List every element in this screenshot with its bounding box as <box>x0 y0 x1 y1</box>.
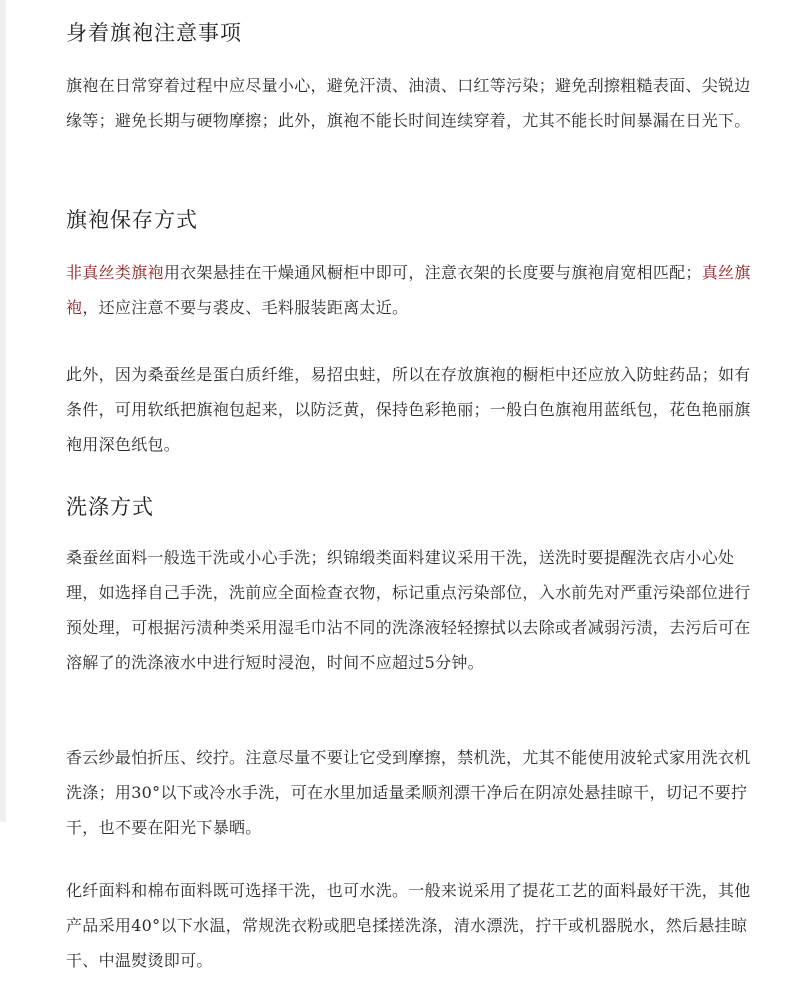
wearing-notes-paragraph: 旗袍在日常穿着过程中应尽量小心，避免汗渍、油渍、口红等污染；避免刮擦粗糙表面、尖锐边缘等；避免长期与硬物摩擦；此外，旗袍不能长时间连续穿着，尤其不能长时间暴漏在日光下。 <box>66 76 751 130</box>
section-title-storage: 旗袍保存方式 <box>66 208 198 232</box>
storage-paragraph-1 <box>66 255 756 325</box>
left-edge-divider <box>0 0 6 822</box>
washing-paragraph-1: 桑蚕丝面料一般选干洗或小心手洗；织锦缎类面料建议采用干洗，送洗时要提醒洗衣店小心处理，如选择自己手洗，洗前应全面检查衣物，标记重点污染部位，入水前先对严重污染部位进行预处理，可根据污渍种类采用湿毛巾沾不同的洗涤液轻轻擦拭以去除或者减弱污渍，去污后可在溶解了的洗涤液水中进行短时浸泡，时间不应超过5分钟。 <box>66 548 751 672</box>
silk-qipao-highlight: 真丝旗袍 <box>66 263 751 317</box>
washing-paragraph-3: 化纤面料和棉布面料既可选择干洗，也可水洗。一般来说采用了提花工艺的面料最好干洗，其他产品采用40°以下水温，常规洗衣粉或肥皂揉搓洗涤，清水漂洗，拧干或机器脱水，然后悬挂晾干、中温熨烫即可。 <box>66 881 751 970</box>
section-title-washing: 洗涤方式 <box>66 495 154 519</box>
section-title-wearing-notes: 身着旗袍注意事项 <box>66 21 242 45</box>
storage-text-1: 用衣架悬挂在干燥通风橱柜中即可，注意衣架的长度要与旗袍肩宽相匹配； <box>163 263 702 282</box>
non-silk-qipao-highlight: 非真丝类旗袍 <box>66 263 164 282</box>
storage-paragraph-2: 此外，因为桑蚕丝是蛋白质纤维，易招虫蛀，所以在存放旗袍的橱柜中还应放入防蛀药品；如有条件，可用软纸把旗袍包起来，以防泛黄，保持色彩艳丽；一般白色旗袍用蓝纸包，花色艳丽旗袍用深色纸包。 <box>66 365 751 454</box>
storage-text-2: ，还应注意不要与裘皮、毛料服装距离太近。 <box>82 298 409 317</box>
washing-paragraph-2: 香云纱最怕折压、绞拧。注意尽量不要让它受到摩擦，禁机洗，尤其不能使用波轮式家用洗衣机洗涤；用30°以下或冷水手洗，可在水里加适量柔顺剂漂干净后在阴凉处悬挂晾干，切记不要拧干，也不要在阳光下暴晒。 <box>66 748 751 837</box>
